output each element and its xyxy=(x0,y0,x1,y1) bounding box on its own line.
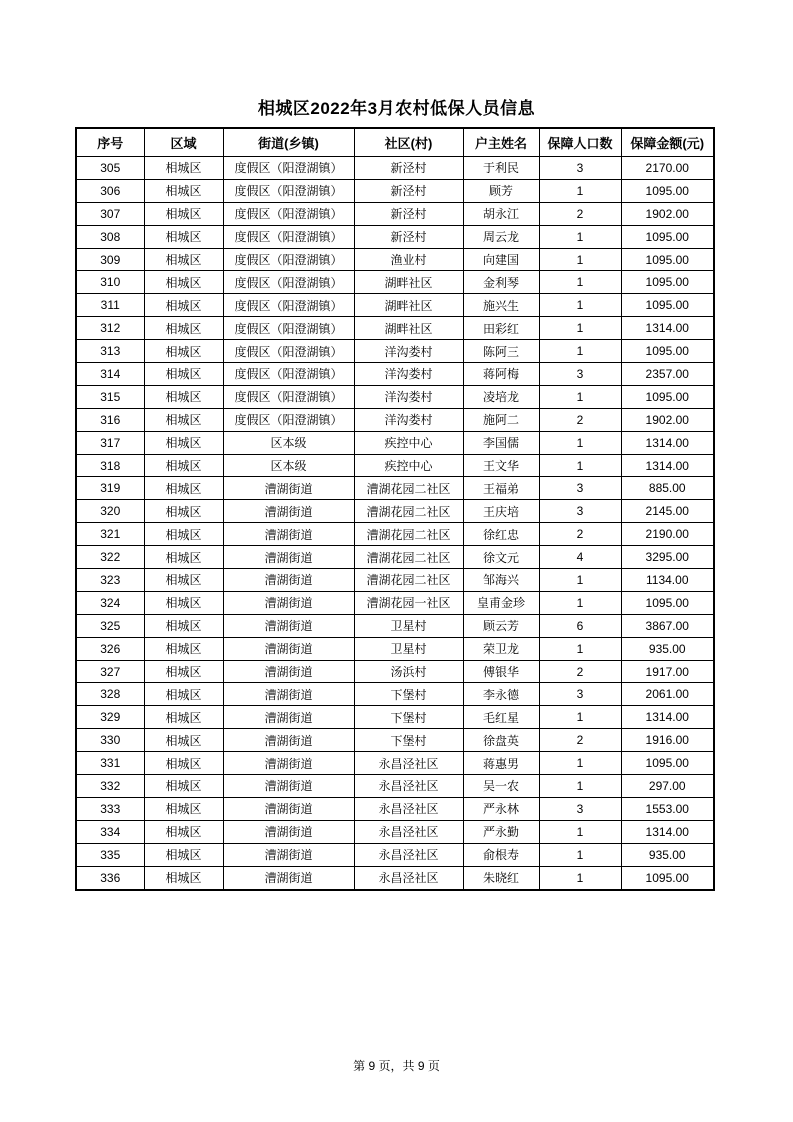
table-row xyxy=(76,431,714,454)
table-cell: 相城区 xyxy=(144,500,223,523)
table-cell: 1 xyxy=(539,294,621,317)
table-cell: 相城区 xyxy=(144,317,223,340)
table-cell: 湖畔社区 xyxy=(354,294,463,317)
table-cell: 度假区（阳澄湖镇） xyxy=(223,179,354,202)
table-cell: 1917.00 xyxy=(621,660,714,683)
table-cell: 疾控中心 xyxy=(354,431,463,454)
table-cell: 1 xyxy=(539,706,621,729)
table-cell: 洋沟娄村 xyxy=(354,408,463,431)
table-cell: 漕湖街道 xyxy=(223,500,354,523)
table-cell: 1 xyxy=(539,179,621,202)
table-cell: 306 xyxy=(76,179,144,202)
table-cell: 金利琴 xyxy=(463,271,539,294)
table-cell: 325 xyxy=(76,614,144,637)
table-cell: 漕湖街道 xyxy=(223,637,354,660)
table-cell: 李国儒 xyxy=(463,431,539,454)
table-cell: 1 xyxy=(539,248,621,271)
table-body xyxy=(76,157,714,890)
table-header-cell: 街道(乡镇) xyxy=(223,128,354,157)
table-cell: 331 xyxy=(76,752,144,775)
table-cell: 相城区 xyxy=(144,614,223,637)
table-cell: 相城区 xyxy=(144,843,223,866)
table-cell: 蒋惠男 xyxy=(463,752,539,775)
table-cell: 1 xyxy=(539,569,621,592)
table-cell: 卫星村 xyxy=(354,614,463,637)
table-cell: 相城区 xyxy=(144,271,223,294)
table-cell: 1314.00 xyxy=(621,454,714,477)
table-cell: 329 xyxy=(76,706,144,729)
table-row xyxy=(76,157,714,180)
table-cell: 严永林 xyxy=(463,797,539,820)
table-cell: 1 xyxy=(539,866,621,889)
table-cell: 傅银华 xyxy=(463,660,539,683)
table-cell: 312 xyxy=(76,317,144,340)
table-cell: 1095.00 xyxy=(621,752,714,775)
table-cell: 度假区（阳澄湖镇） xyxy=(223,157,354,180)
table-cell: 相城区 xyxy=(144,797,223,820)
table-cell: 漕湖花园二社区 xyxy=(354,477,463,500)
table-cell: 相城区 xyxy=(144,866,223,889)
table-cell: 1095.00 xyxy=(621,340,714,363)
table-cell: 相城区 xyxy=(144,294,223,317)
table-header-cell: 社区(村) xyxy=(354,128,463,157)
table-cell: 334 xyxy=(76,820,144,843)
table-cell: 相城区 xyxy=(144,431,223,454)
table-cell: 2 xyxy=(539,660,621,683)
table-cell: 322 xyxy=(76,546,144,569)
table-cell: 胡永江 xyxy=(463,202,539,225)
table-cell: 2 xyxy=(539,408,621,431)
table-cell: 漕湖街道 xyxy=(223,523,354,546)
table-cell: 316 xyxy=(76,408,144,431)
table-cell: 湖畔社区 xyxy=(354,317,463,340)
table-row xyxy=(76,477,714,500)
table-cell: 1095.00 xyxy=(621,179,714,202)
table-cell: 3295.00 xyxy=(621,546,714,569)
table-cell: 相城区 xyxy=(144,683,223,706)
table-row xyxy=(76,591,714,614)
table-cell: 相城区 xyxy=(144,569,223,592)
table-cell: 1 xyxy=(539,431,621,454)
table-cell: 下堡村 xyxy=(354,729,463,752)
table-cell: 310 xyxy=(76,271,144,294)
table-cell: 漕湖街道 xyxy=(223,843,354,866)
table-cell: 漕湖花园二社区 xyxy=(354,500,463,523)
table-row xyxy=(76,683,714,706)
table-cell: 洋沟娄村 xyxy=(354,385,463,408)
table-cell: 1 xyxy=(539,385,621,408)
table-cell: 317 xyxy=(76,431,144,454)
table-row xyxy=(76,546,714,569)
table-cell: 顾芳 xyxy=(463,179,539,202)
table-cell: 漕湖街道 xyxy=(223,660,354,683)
table-cell: 2170.00 xyxy=(621,157,714,180)
table-cell: 2 xyxy=(539,202,621,225)
table-cell: 1314.00 xyxy=(621,706,714,729)
table-cell: 328 xyxy=(76,683,144,706)
table-cell: 田彩红 xyxy=(463,317,539,340)
table-cell: 漕湖花园二社区 xyxy=(354,569,463,592)
table-cell: 湖畔社区 xyxy=(354,271,463,294)
page-footer: 第 9 页，共 9 页 xyxy=(353,1059,440,1073)
table-cell: 318 xyxy=(76,454,144,477)
table-cell: 渔业村 xyxy=(354,248,463,271)
table-cell: 凌培龙 xyxy=(463,385,539,408)
table-row xyxy=(76,820,714,843)
table-head xyxy=(76,128,714,157)
table-cell: 1095.00 xyxy=(621,294,714,317)
table-cell: 885.00 xyxy=(621,477,714,500)
table-row xyxy=(76,752,714,775)
table-cell: 漕湖街道 xyxy=(223,477,354,500)
table-cell: 332 xyxy=(76,775,144,798)
table-cell: 305 xyxy=(76,157,144,180)
table-cell: 308 xyxy=(76,225,144,248)
table-cell: 2145.00 xyxy=(621,500,714,523)
table-cell: 区本级 xyxy=(223,431,354,454)
table-cell: 1095.00 xyxy=(621,271,714,294)
table-cell: 漕湖街道 xyxy=(223,797,354,820)
table-cell: 1 xyxy=(539,637,621,660)
table-cell: 向建国 xyxy=(463,248,539,271)
table-cell: 3 xyxy=(539,797,621,820)
table-cell: 1095.00 xyxy=(621,591,714,614)
table-header-cell: 区域 xyxy=(144,128,223,157)
table-cell: 3 xyxy=(539,477,621,500)
table-cell: 307 xyxy=(76,202,144,225)
table-cell: 度假区（阳澄湖镇） xyxy=(223,248,354,271)
table-cell: 3 xyxy=(539,683,621,706)
table-cell: 326 xyxy=(76,637,144,660)
table-row xyxy=(76,294,714,317)
table-header-cell: 保障人口数 xyxy=(539,128,621,157)
table-cell: 王福弟 xyxy=(463,477,539,500)
table-cell: 周云龙 xyxy=(463,225,539,248)
table-cell: 1916.00 xyxy=(621,729,714,752)
table-cell: 汤浜村 xyxy=(354,660,463,683)
table-cell: 永昌泾社区 xyxy=(354,820,463,843)
table-cell: 1 xyxy=(539,317,621,340)
table-cell: 1902.00 xyxy=(621,202,714,225)
table-cell: 4 xyxy=(539,546,621,569)
table-row xyxy=(76,637,714,660)
table-cell: 于利民 xyxy=(463,157,539,180)
table-cell: 徐文元 xyxy=(463,546,539,569)
table-header-cell: 保障金额(元) xyxy=(621,128,714,157)
table-cell: 度假区（阳澄湖镇） xyxy=(223,385,354,408)
table-cell: 935.00 xyxy=(621,637,714,660)
table-cell: 洋沟娄村 xyxy=(354,340,463,363)
table-row xyxy=(76,729,714,752)
table-cell: 1 xyxy=(539,340,621,363)
table-cell: 施兴生 xyxy=(463,294,539,317)
table-cell: 相城区 xyxy=(144,752,223,775)
table-cell: 毛红星 xyxy=(463,706,539,729)
table-cell: 311 xyxy=(76,294,144,317)
table-cell: 下堡村 xyxy=(354,706,463,729)
table-cell: 新泾村 xyxy=(354,202,463,225)
table-cell: 315 xyxy=(76,385,144,408)
table-cell: 度假区（阳澄湖镇） xyxy=(223,202,354,225)
table-cell: 1 xyxy=(539,271,621,294)
table-cell: 漕湖街道 xyxy=(223,706,354,729)
table-cell: 2357.00 xyxy=(621,363,714,386)
table-row xyxy=(76,523,714,546)
table-cell: 陈阿三 xyxy=(463,340,539,363)
table-cell: 永昌泾社区 xyxy=(354,843,463,866)
table-cell: 漕湖街道 xyxy=(223,546,354,569)
table-cell: 1095.00 xyxy=(621,248,714,271)
table-header-cell: 户主姓名 xyxy=(463,128,539,157)
table-cell: 相城区 xyxy=(144,385,223,408)
table-cell: 洋沟娄村 xyxy=(354,363,463,386)
table-cell: 313 xyxy=(76,340,144,363)
table-cell: 皇甫金珍 xyxy=(463,591,539,614)
table-cell: 漕湖街道 xyxy=(223,729,354,752)
table-cell: 314 xyxy=(76,363,144,386)
table-cell: 漕湖花园一社区 xyxy=(354,591,463,614)
table-cell: 相城区 xyxy=(144,706,223,729)
table-cell: 严永勤 xyxy=(463,820,539,843)
table-cell: 6 xyxy=(539,614,621,637)
table-row xyxy=(76,569,714,592)
table-row xyxy=(76,317,714,340)
table-row xyxy=(76,660,714,683)
table-cell: 3 xyxy=(539,500,621,523)
table-cell: 漕湖街道 xyxy=(223,820,354,843)
table-cell: 度假区（阳澄湖镇） xyxy=(223,271,354,294)
table-cell: 324 xyxy=(76,591,144,614)
table-row xyxy=(76,706,714,729)
table-cell: 相城区 xyxy=(144,363,223,386)
table-row xyxy=(76,866,714,889)
table-cell: 邹海兴 xyxy=(463,569,539,592)
table-cell: 新泾村 xyxy=(354,225,463,248)
table-cell: 永昌泾社区 xyxy=(354,866,463,889)
table-cell: 永昌泾社区 xyxy=(354,752,463,775)
table-cell: 1314.00 xyxy=(621,431,714,454)
table-cell: 区本级 xyxy=(223,454,354,477)
table-cell: 2061.00 xyxy=(621,683,714,706)
table-cell: 1 xyxy=(539,752,621,775)
table-cell: 相城区 xyxy=(144,523,223,546)
table-cell: 1095.00 xyxy=(621,385,714,408)
table-cell: 1134.00 xyxy=(621,569,714,592)
table-row xyxy=(76,248,714,271)
table-cell: 1902.00 xyxy=(621,408,714,431)
table-cell: 323 xyxy=(76,569,144,592)
table-row xyxy=(76,775,714,798)
table-cell: 321 xyxy=(76,523,144,546)
table-cell: 相城区 xyxy=(144,591,223,614)
table-cell: 王文华 xyxy=(463,454,539,477)
table-cell: 相城区 xyxy=(144,202,223,225)
table-cell: 相城区 xyxy=(144,637,223,660)
table-row xyxy=(76,797,714,820)
table-cell: 相城区 xyxy=(144,340,223,363)
table-cell: 330 xyxy=(76,729,144,752)
table-cell: 蒋阿梅 xyxy=(463,363,539,386)
table-cell: 1 xyxy=(539,454,621,477)
table-cell: 吴一农 xyxy=(463,775,539,798)
table-cell: 2190.00 xyxy=(621,523,714,546)
table-cell: 漕湖街道 xyxy=(223,683,354,706)
table-cell: 施阿二 xyxy=(463,408,539,431)
page-title: 相城区2022年3月农村低保人员信息 xyxy=(257,99,536,118)
table-row xyxy=(76,500,714,523)
table-cell: 顾云芳 xyxy=(463,614,539,637)
table-cell: 3 xyxy=(539,157,621,180)
table-cell: 相城区 xyxy=(144,775,223,798)
table-row xyxy=(76,385,714,408)
table-cell: 335 xyxy=(76,843,144,866)
table-cell: 漕湖花园二社区 xyxy=(354,523,463,546)
table-row xyxy=(76,271,714,294)
table-cell: 336 xyxy=(76,866,144,889)
table-cell: 漕湖街道 xyxy=(223,866,354,889)
table-row xyxy=(76,179,714,202)
table-cell: 1314.00 xyxy=(621,317,714,340)
table-row xyxy=(76,225,714,248)
table-cell: 度假区（阳澄湖镇） xyxy=(223,294,354,317)
table-cell: 相城区 xyxy=(144,454,223,477)
table-cell: 1095.00 xyxy=(621,866,714,889)
table-cell: 度假区（阳澄湖镇） xyxy=(223,363,354,386)
table-cell: 荣卫龙 xyxy=(463,637,539,660)
table-header-cell: 序号 xyxy=(76,128,144,157)
table-cell: 相城区 xyxy=(144,729,223,752)
table-cell: 1 xyxy=(539,843,621,866)
table-cell: 2 xyxy=(539,729,621,752)
table-row xyxy=(76,340,714,363)
table-cell: 1553.00 xyxy=(621,797,714,820)
table-cell: 3867.00 xyxy=(621,614,714,637)
table-cell: 相城区 xyxy=(144,660,223,683)
table-cell: 度假区（阳澄湖镇） xyxy=(223,225,354,248)
table-cell: 卫星村 xyxy=(354,637,463,660)
table-cell: 309 xyxy=(76,248,144,271)
table-cell: 徐盘英 xyxy=(463,729,539,752)
table-cell: 3 xyxy=(539,363,621,386)
table-cell: 333 xyxy=(76,797,144,820)
table-cell: 1 xyxy=(539,591,621,614)
table-cell: 相城区 xyxy=(144,157,223,180)
table-cell: 漕湖街道 xyxy=(223,775,354,798)
table-cell: 度假区（阳澄湖镇） xyxy=(223,317,354,340)
table-cell: 相城区 xyxy=(144,546,223,569)
table-cell: 永昌泾社区 xyxy=(354,797,463,820)
table-cell: 漕湖街道 xyxy=(223,569,354,592)
table-cell: 漕湖街道 xyxy=(223,591,354,614)
table-cell: 1 xyxy=(539,820,621,843)
table-cell: 相城区 xyxy=(144,408,223,431)
table-cell: 1095.00 xyxy=(621,225,714,248)
table-cell: 相城区 xyxy=(144,820,223,843)
table-cell: 度假区（阳澄湖镇） xyxy=(223,340,354,363)
table-row xyxy=(76,202,714,225)
table-cell: 1 xyxy=(539,775,621,798)
table-cell: 王庆培 xyxy=(463,500,539,523)
table-cell: 漕湖花园二社区 xyxy=(354,546,463,569)
table-cell: 漕湖街道 xyxy=(223,614,354,637)
table-cell: 2 xyxy=(539,523,621,546)
table-cell: 徐红忠 xyxy=(463,523,539,546)
table-cell: 319 xyxy=(76,477,144,500)
table-cell: 1314.00 xyxy=(621,820,714,843)
table-cell: 下堡村 xyxy=(354,683,463,706)
table-cell: 漕湖街道 xyxy=(223,752,354,775)
table-cell: 新泾村 xyxy=(354,179,463,202)
table-cell: 朱晓红 xyxy=(463,866,539,889)
table-cell: 相城区 xyxy=(144,179,223,202)
lowbao-table xyxy=(75,127,715,891)
table-row xyxy=(76,363,714,386)
table-cell: 1 xyxy=(539,225,621,248)
table-cell: 疾控中心 xyxy=(354,454,463,477)
table-row xyxy=(76,454,714,477)
table-cell: 相城区 xyxy=(144,248,223,271)
table-cell: 297.00 xyxy=(621,775,714,798)
table-cell: 俞根寿 xyxy=(463,843,539,866)
table-cell: 相城区 xyxy=(144,225,223,248)
table-cell: 327 xyxy=(76,660,144,683)
table-cell: 320 xyxy=(76,500,144,523)
table-cell: 李永德 xyxy=(463,683,539,706)
table-header-row xyxy=(76,128,714,157)
table-row xyxy=(76,614,714,637)
table-cell: 永昌泾社区 xyxy=(354,775,463,798)
table-row xyxy=(76,843,714,866)
table-cell: 相城区 xyxy=(144,477,223,500)
table-cell: 935.00 xyxy=(621,843,714,866)
table-cell: 度假区（阳澄湖镇） xyxy=(223,408,354,431)
table-cell: 新泾村 xyxy=(354,157,463,180)
table-row xyxy=(76,408,714,431)
